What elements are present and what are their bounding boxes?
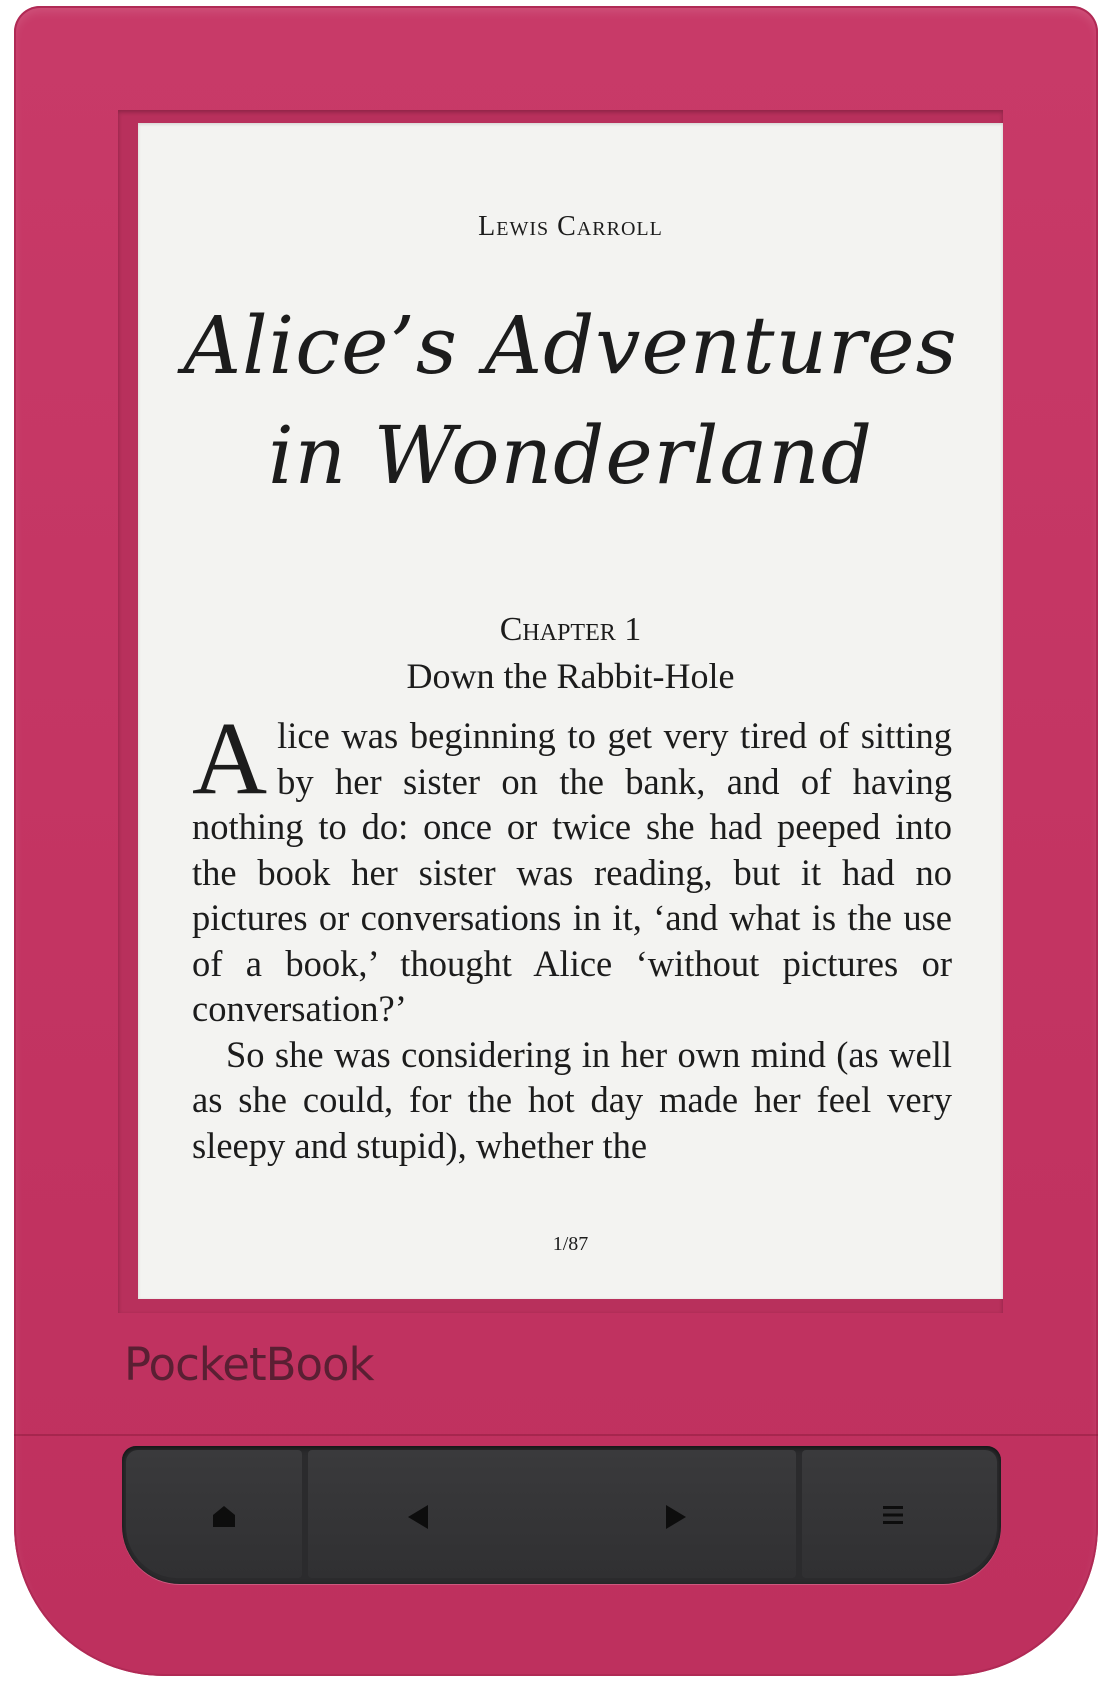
- book-title-line2: in Wonderland: [268, 409, 873, 502]
- page-indicator: 1/87: [552, 1233, 589, 1255]
- button-ledge: [14, 1434, 1098, 1436]
- paragraph-1: [192, 701, 952, 1032]
- paragraph-1-text: lice was beginning to get very tired of sitting by her sister on the bank, and of having nothing to do: once or twice she had peeped into the book her sister was reading, but it had no pictures or conversations in it, ‘and what is the use of a book,’ thought Alice ‘without pictures or conversation?’: [192, 715, 952, 1029]
- page-turn-rocker[interactable]: [308, 1450, 796, 1578]
- menu-button[interactable]: [802, 1450, 997, 1578]
- drop-cap: A: [192, 701, 268, 816]
- home-button[interactable]: [126, 1450, 302, 1578]
- paragraph-2: So she was considering in her own mind (as well as she could, for the hot day made her feel very sleepy and stupid), whether the: [192, 1033, 952, 1166]
- hardware-button-bar: [122, 1446, 1001, 1584]
- chapter-title: Down the Rabbit-Hole: [406, 656, 735, 696]
- brand-logo: PocketBook: [124, 1338, 374, 1391]
- book-author: Lewis Carroll: [478, 211, 663, 242]
- eink-screen[interactable]: [138, 123, 1003, 1299]
- home-icon: [212, 1504, 236, 1528]
- book-title: [138, 291, 1003, 511]
- reading-text: [192, 701, 952, 1168]
- next-page-icon[interactable]: [664, 1504, 688, 1530]
- menu-icon: [882, 1504, 904, 1526]
- prev-page-icon[interactable]: [406, 1504, 430, 1530]
- ereader-device: [14, 6, 1098, 1676]
- book-title-line1: Alice’s Adventures: [183, 299, 958, 392]
- chapter-number: Chapter 1: [499, 611, 642, 648]
